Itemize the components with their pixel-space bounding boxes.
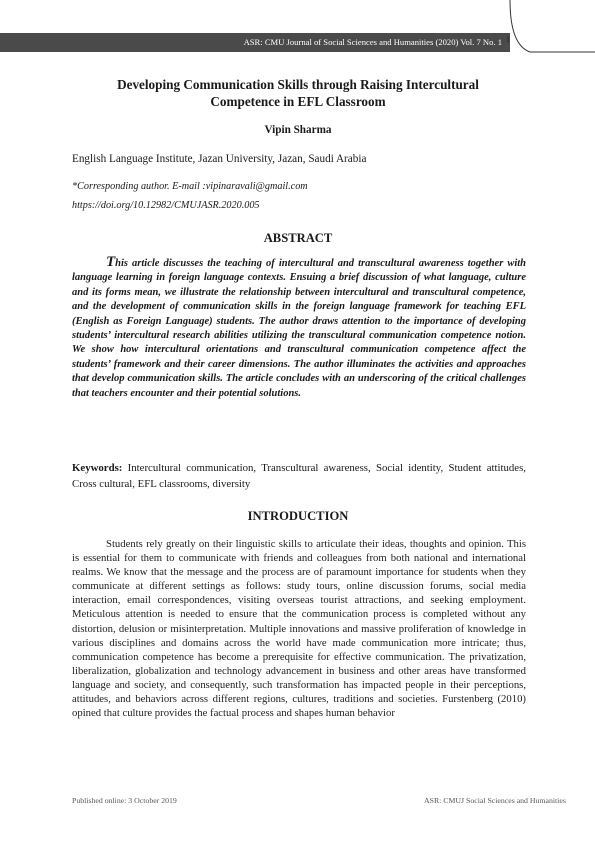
abstract-heading: ABSTRACT — [263, 231, 333, 245]
page-number: 1 — [506, 35, 510, 44]
doi-link[interactable]: https://doi.org/10.12982/CMUJASR.2020.005 — [72, 200, 260, 211]
article-title-line-2: Competence in EFL Classroom — [210, 94, 386, 109]
abstract-body-text: his article discusses the teaching of intercultural and transcultural awareness together with language learning in foreign language contexts. Ensuing a brief discussion of what language, culture and its forms mean, we illustrate the relationship between intercultural and transcultural competence, and the development of communication skills in the foreign language framework for teaching EFL (English as Foreign Language) students. The author draws attention to the importance of developing students’ intercultural research abilities utilizing the transcultural communication competence notion. We show how intercultural orientations and transcultural communication competence affect the students’ framework and their career dimensions. The author illuminates the activities and approaches that develop communication skills. The article concludes with an underscoring of the critical challenges that teachers encounter and their potential solutions. — [72, 258, 526, 399]
journal-header — [0, 33, 510, 52]
article-title — [60, 76, 536, 110]
footer-journal: ASR: CMUJ Social Sciences and Humanities — [424, 796, 566, 805]
abstract-dropcap: T — [106, 254, 116, 270]
abstract-text — [72, 255, 526, 401]
author-affiliation: English Language Institute, Jazan University, Jazan, Saudi Arabia — [72, 153, 367, 165]
journal-header-text: ASR: CMU Journal of Social Sciences and Humanities (2020) Vol. 7 No. 1 — [243, 37, 502, 47]
introduction-heading: INTRODUCTION — [247, 509, 349, 523]
keywords-list: Intercultural communication, Transcultural awareness, Social identity, Student attitudes, Cross cultural, EFL classrooms, diversity — [72, 462, 526, 490]
introduction-text: Students rely greatly on their linguistic skills to articulate their ideas, thoughts and opinion. This is essential for them to communicate with friends and colleagues from both national and international realms. We know that the message and the process are of paramount importance for students when they communicate at different settings as follows: study tours, online discussion forums, social media interaction, email correspondences, visiting overseas tourist attractions, and seeking employment. Meticulous attention is needed to ensure that the communication process is completed without any distortion, delusion or misinterpretation. Multiple innovations and massive proliferation of knowledge in various disciplines and domains across the world have made communication more intricate; thus, communication competence has become a prerequisite for effective communication. The privatization, liberalization, globalization and technology advancement in business and other areas have transformed language and society, and consequently, such transformation has impacted people in their perceptions, attitudes, and behaviors across different regions, cultures, traditions and societies. Furstenberg (2010) opined that culture provides the factual process and shapes human behavior — [72, 538, 526, 720]
footer-published-date: Published online: 3 October 2019 — [72, 796, 177, 805]
keywords-label: Keywords: — [72, 462, 123, 474]
article-title-line-1: Developing Communication Skills through Raising Intercultural — [117, 77, 479, 92]
author-name: Vipin Sharma — [264, 124, 332, 136]
keywords — [72, 460, 526, 492]
corresponding-author-email: *Corresponding author. E-mail :vipinaravali@gmail.com — [72, 181, 308, 192]
